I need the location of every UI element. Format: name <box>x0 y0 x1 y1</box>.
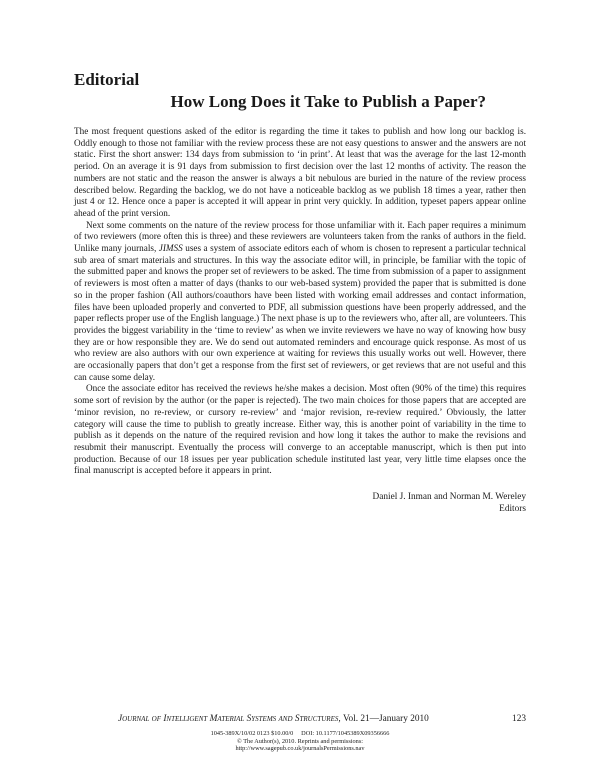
meta-permissions-url: http://www.sagepub.co.uk/journalsPermissions.nav <box>235 745 365 753</box>
paragraph: Once the associate editor has received the reviews he/she makes a decision. Most often (90% of the time) this requires some sort of revision by the author (or the paper is rejected). The two main choices for those papers that are accepted are ‘minor revision, no re-review, or cursory re-review’ and ‘major revision, re-review required.’ Obviously, the latter category will cause the time to publish to greatly increase. Either way, this is another point of variability in the time to publish as it depends on the nature of the required revision and how long it takes the author to make the revisions and resubmit their manuscript. Eventually the process will converge to an acceptable manuscript, which is then put into production. Because of our 18 issues per year publication schedule instituted last year, very little time elapses once the final manuscript is accepted before it appears in print. <box>74 383 526 476</box>
paragraph: Next some comments on the nature of the review process for those unfamiliar with it. Each paper requires a minimum of two reviewers (more often this is three) and these reviewers are volunteers taken from the ranks of authors in the field. Unlike many journals, JIMSS uses a system of associate editors each of whom is chosen to represent a particular technical sub area of smart materials and structures. In this way the associate editor will, in principle, be familiar with the topic of the submitted paper and knows the proper set of reviewers to be asked. The time from submission of a paper to assignment of reviewers is most often a matter of days (thanks to our web-based system) provided the paper that is submitted is done so in the proper fashion (All authors/coauthors have been listed with working email addresses and contact information, files have been uploaded properly and converted to PDF, all submission questions have been properly addressed, and the paper reflects proper use of the English language.) The next phase is up to the reviewers who, after all, are volunteers. This provides the biggest variability in the ‘time to review’ as when we invite reviewers we have no way of knowing how busy they are or how responsible they are. We do send out automated reminders and encourage quick response. As most of us who review are also authors with our own experience at waiting for reviews this usually works out well. However, there are occasionally papers that don’t get a response from the first set of reviewers, or get reviews that are not useful and this can cause some delay. <box>74 219 526 382</box>
page-number: 123 <box>512 714 526 724</box>
meta-doi: 1045-389X/10/02 0123 $10.00/0 DOI: 10.1177/1045389X09356666 <box>210 730 390 737</box>
journal-issue: Vol. 21—January 2010 <box>343 714 429 724</box>
journal-line: Journal of Intelligent Material Systems and Structures, Vol. 21—January 2010 <box>118 714 429 724</box>
signature <box>373 491 526 515</box>
journal-name: Journal of Intelligent Material Systems and Structures <box>118 714 339 724</box>
signature-authors: Daniel J. Inman and Norman M. Wereley <box>372 492 526 502</box>
paragraph: The most frequent questions asked of the editor is regarding the time it takes to publish and how long our backlog is. Oddly enough to those not familiar with the review process these are not easy questions to answer and the answers are not static. First the short answer: 134 days from submission to ‘in print’. At least that was the average for the last 12-month period. On an average it is 91 days from submission to first decision over the last 12 months of activity. The reason the numbers are not static and the reason the answer is always a bit nebulous are buried in the nature of the review process described below. Regarding the backlog, we do not have a noticeable backlog as we publish 18 times a year, rather then just 4 or 12. Hence once a paper is accepted it will appear in print very quickly. In addition, typeset papers appear online ahead of the print version. <box>74 126 526 218</box>
article-title: How Long Does it Take to Publish a Paper? <box>170 92 486 111</box>
meta-copyright: © The Author(s), 2010. Reprints and permissions: <box>236 737 364 745</box>
publication-meta <box>0 730 600 753</box>
article-body <box>74 126 526 477</box>
signature-role: Editors <box>499 504 526 514</box>
section-label: Editorial <box>74 70 140 89</box>
